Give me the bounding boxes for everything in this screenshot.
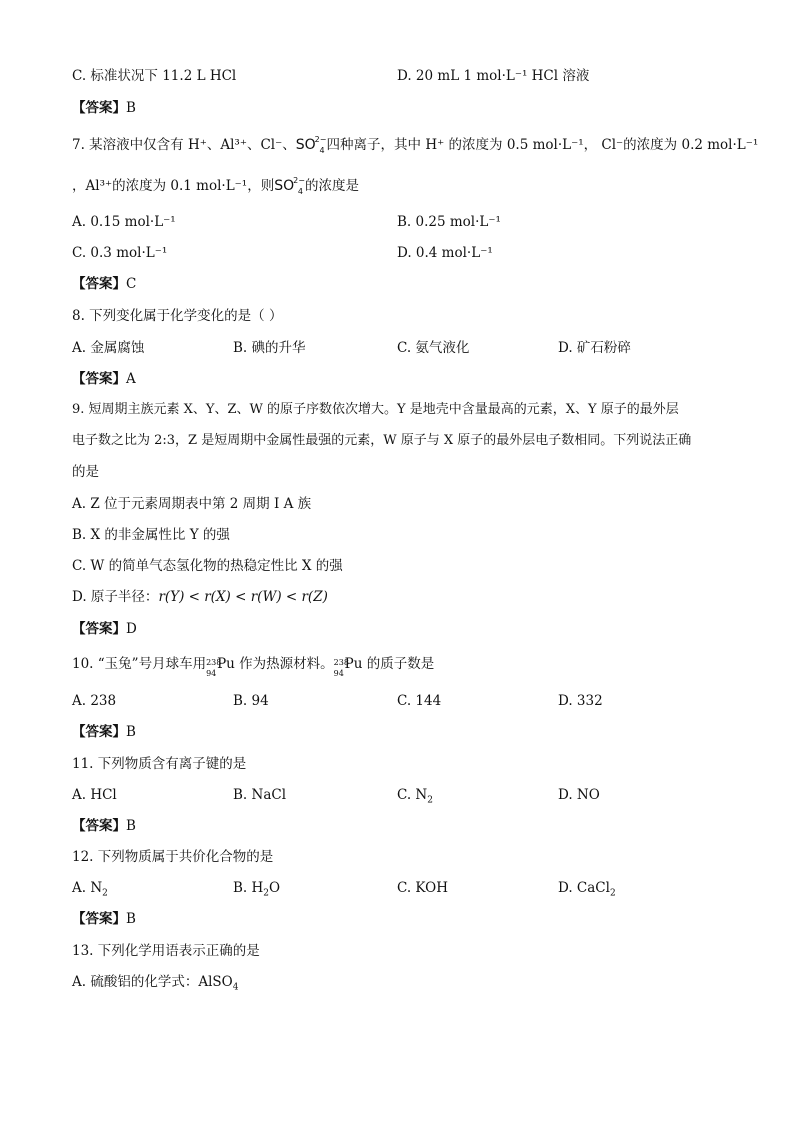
q10-stem: [72, 655, 435, 678]
q10-option-b: B. 94: [233, 693, 269, 709]
q9-answer: [72, 620, 137, 638]
q13-option-a: [72, 973, 238, 991]
q10-answer: [72, 723, 136, 741]
q11-option-d: D. NO: [558, 787, 600, 803]
q7-stem-part: 四种离子，其中 H⁺ 的浓度为 0.5 mol·L⁻¹， Cl⁻的浓度为 0.2 mol·L⁻¹: [326, 137, 759, 153]
ion-symbol: SO: [274, 178, 295, 194]
q9-option-c: C. W 的简单气态氢化物的热稳定性比 X 的强: [72, 558, 343, 574]
answer-label: 【答案】: [72, 100, 126, 116]
answer-label: 【答案】: [72, 621, 126, 637]
option-prefix: D. 原子半径：: [72, 589, 159, 605]
q8-option-d: D. 矿石粉碎: [558, 340, 631, 356]
answer-value: C: [126, 276, 137, 292]
formula-text: D. CaCl: [558, 880, 610, 896]
q7-stem-line2: [72, 177, 359, 197]
sulfate-ion: [296, 137, 327, 153]
q10-stem-part: 10. “玉兔”号月球车用: [72, 656, 207, 672]
answer-label: 【答案】: [72, 724, 126, 740]
q7-answer: [72, 275, 136, 293]
q7-stem-line1: [72, 136, 758, 156]
q13-stem: 13. 下列化学用语表示正确的是: [72, 943, 260, 959]
isotope-notation: [206, 657, 222, 678]
ion-subscript: 4: [297, 187, 303, 196]
q8-option-c: C. 氨气液化: [397, 340, 470, 356]
formula-text: A. N: [72, 880, 103, 896]
atomic-number: 94: [333, 668, 344, 678]
q8-option-b: B. 碘的升华: [233, 340, 306, 356]
answer-value: D: [126, 621, 137, 637]
atomic-number: 94: [206, 668, 217, 678]
q7-option-c: C. 0.3 mol·L⁻¹: [72, 245, 168, 261]
formula-subscript: 2: [609, 888, 616, 899]
ion-charge: 2−: [314, 135, 327, 144]
q6-option-d: D. 20 mL 1 mol·L⁻¹ HCl 溶液: [397, 68, 590, 84]
q7-option-a: A. 0.15 mol·L⁻¹: [72, 214, 176, 230]
q10-stem-part: 的质子数是: [362, 656, 435, 672]
answer-value: B: [126, 911, 136, 927]
q11-option-c: [397, 786, 433, 804]
answer-value: B: [126, 100, 136, 116]
answer-value: A: [126, 371, 136, 387]
q11-answer: [72, 817, 136, 835]
q6-option-c: C. 标准状况下 11.2 L HCl: [72, 68, 237, 84]
q7-option-b: B. 0.25 mol·L⁻¹: [397, 214, 501, 230]
q9-option-a: A. Z 位于元素周期表中第 2 周期 I A 族: [72, 496, 312, 512]
q12-option-b: [233, 879, 280, 897]
mass-number: 238: [206, 657, 222, 667]
q9-stem-line2: 电子数之比为 2:3，Z 是短周期中金属性最强的元素，W 原子与 X 原子的最外层电子数相同。下列说法正确: [72, 433, 692, 448]
q11-option-b: B. NaCl: [233, 787, 287, 803]
q12-stem: 12. 下列物质属于共价化合物的是: [72, 849, 274, 865]
answer-label: 【答案】: [72, 276, 126, 292]
formula-subscript: 2: [102, 888, 108, 899]
answer-label: 【答案】: [72, 371, 126, 387]
q8-stem: 8. 下列变化属于化学变化的是（ ）: [72, 308, 283, 324]
answer-label: 【答案】: [72, 818, 126, 834]
q10-option-d: D. 332: [558, 693, 603, 709]
ion-symbol: SO: [295, 137, 316, 153]
radius-expression: r(Y) < r(X) < r(W) < r(Z): [158, 589, 328, 605]
q7-stem-part: 的浓度是: [305, 178, 359, 194]
q7-stem-part: ，Al³⁺的浓度为 0.1 mol·L⁻¹，则: [72, 178, 275, 194]
ion-subscript: 4: [319, 146, 325, 155]
q9-stem-line1: 9. 短周期主族元素 X、Y、Z、W 的原子序数依次增大。Y 是地壳中含量最高的元素，X、Y 原子的最外层: [72, 402, 679, 417]
formula-text: B. H: [233, 880, 264, 896]
q12-answer: [72, 910, 136, 928]
element-symbol: Pu: [217, 656, 235, 672]
formula-text: C. N: [397, 787, 428, 803]
q9-option-b: B. X 的非金属性比 Y 的强: [72, 527, 230, 543]
q9-stem-line3: 的是: [72, 464, 99, 480]
formula-subscript: 2: [427, 795, 433, 806]
q8-answer: [72, 370, 136, 388]
formula-text: O: [269, 880, 281, 896]
q7-option-d: D. 0.4 mol·L⁻¹: [397, 245, 493, 261]
isotope-notation: [333, 657, 349, 678]
q10-option-a: A. 238: [72, 693, 117, 709]
q6-answer: [72, 99, 136, 117]
sulfate-ion: [274, 178, 305, 194]
element-symbol: Pu: [344, 656, 363, 672]
formula-subscript: 2: [263, 888, 270, 899]
formula-text: A. 硫酸铝的化学式：AlSO: [72, 974, 233, 990]
q12-option-a: [72, 879, 108, 897]
answer-label: 【答案】: [72, 911, 126, 927]
mass-number: 238: [333, 657, 349, 667]
answer-value: B: [126, 724, 136, 740]
answer-value: B: [126, 818, 136, 834]
q10-stem-part: 作为热源材料。: [234, 656, 334, 672]
formula-subscript: 4: [232, 982, 239, 993]
q10-option-c: C. 144: [397, 693, 442, 709]
q8-option-a: A. 金属腐蚀: [72, 340, 145, 356]
ion-charge: 2−: [293, 176, 305, 185]
q11-stem: 11. 下列物质含有离子键的是: [72, 756, 247, 772]
q7-stem-part: 7. 某溶液中仅含有 H⁺、Al³⁺、Cl⁻、: [72, 137, 296, 153]
q11-option-a: A. HCl: [72, 787, 117, 803]
q9-option-d: [72, 588, 328, 606]
q12-option-c: C. KOH: [397, 880, 448, 896]
q12-option-d: [558, 879, 616, 897]
